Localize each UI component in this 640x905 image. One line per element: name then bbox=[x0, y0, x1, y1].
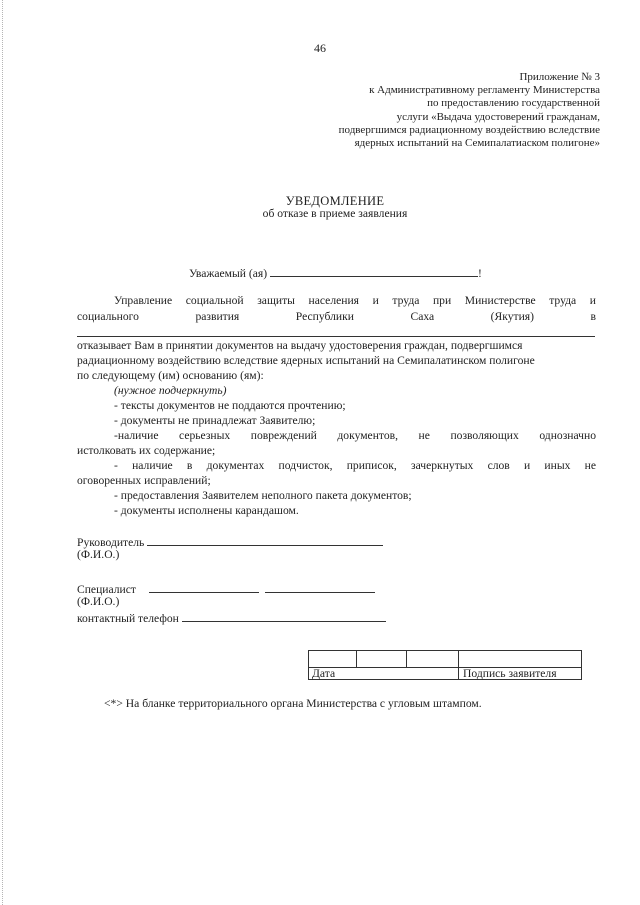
specialist-signature bbox=[77, 580, 375, 598]
greeting bbox=[189, 264, 482, 282]
reason-item-cont: истолковать их содержание; bbox=[77, 444, 216, 457]
applicant-signature-table bbox=[308, 650, 582, 680]
blank-line bbox=[77, 336, 595, 337]
specialist-label: Специалист bbox=[77, 583, 136, 596]
appendix-line: Приложение № 3 bbox=[519, 71, 600, 83]
word: (Якутия) bbox=[490, 310, 534, 323]
specialist-blank-2 bbox=[265, 580, 375, 593]
scan-edge-dots bbox=[2, 0, 3, 905]
appendix-line: услуги «Выдача удостоверений гражданам, bbox=[396, 110, 600, 123]
head-fio: (Ф.И.О.) bbox=[77, 548, 120, 561]
reason-item: - предоставления Заявителем неполного пакета документов; bbox=[114, 489, 412, 502]
reason-item: -наличие серьезных повреждений документов, не позволяющих однозначно bbox=[114, 429, 596, 442]
head-signature-blank bbox=[147, 533, 383, 546]
document-subtitle: об отказе в приеме заявления bbox=[262, 207, 408, 220]
word: Республики bbox=[295, 310, 354, 323]
appendix-line: ядерных испытаний на Семипалатиаском полигоне» bbox=[354, 137, 600, 150]
head-label: Руководитель bbox=[77, 536, 145, 549]
word: в bbox=[590, 310, 596, 323]
word: Саха bbox=[410, 310, 435, 323]
signature-label: Подпись заявителя bbox=[463, 667, 557, 680]
footnote: <*> На бланке территориального органа Министерства с угловым штампом. bbox=[104, 697, 482, 710]
reason-item: - документы исполнены карандашом. bbox=[114, 504, 299, 517]
appendix-line: по предоставлению государственной bbox=[427, 97, 600, 110]
body-p2-line2: радиационному воздействию вследствие ядерных испытаний на Семипалатинском полигоне bbox=[77, 354, 535, 367]
greeting-name-blank bbox=[270, 264, 478, 277]
word: развития bbox=[195, 310, 240, 323]
reason-item: - тексты документов не поддаются прочтению; bbox=[114, 399, 346, 412]
appendix-line: подвергшимся радиационному воздействию вследствие bbox=[338, 123, 600, 136]
greeting-prefix: Уважаемый (ая) bbox=[189, 267, 268, 280]
head-signature bbox=[77, 533, 383, 551]
phone-label: контактный телефон bbox=[77, 612, 179, 625]
greeting-suffix: ! bbox=[478, 267, 482, 280]
specialist-fio: (Ф.И.О.) bbox=[77, 595, 120, 608]
specialist-blank-1 bbox=[149, 580, 259, 593]
reason-item: - документы не принадлежат Заявителю; bbox=[114, 414, 316, 427]
appendix-header bbox=[339, 71, 600, 150]
document-title: УВЕДОМЛЕНИЕ bbox=[285, 194, 385, 208]
body-p2-line1: отказывает Вам в принятии документов на выдачу удостоверения граждан, подвергшимся bbox=[77, 339, 523, 352]
reason-item: - наличие в документах подчисток, приписок, зачеркнутых слов и иных не bbox=[114, 459, 596, 472]
page-number: 46 bbox=[314, 41, 326, 55]
body-p2-line3: по следующему (им) основанию (ям): bbox=[77, 369, 264, 382]
word: социального bbox=[77, 310, 139, 323]
appendix-line: к Административному регламенту Министерства bbox=[369, 84, 600, 97]
body-p1-line1: Управление социальной защиты населения и труда при Министерстве труда и bbox=[114, 294, 596, 307]
contact-phone bbox=[77, 609, 386, 627]
body-p1-line2 bbox=[77, 310, 596, 325]
body-note: (нужное подчеркнуть) bbox=[114, 384, 227, 397]
reason-item-cont: оговоренных исправлений; bbox=[77, 474, 211, 487]
date-label: Дата bbox=[312, 667, 336, 680]
phone-blank bbox=[182, 609, 386, 622]
